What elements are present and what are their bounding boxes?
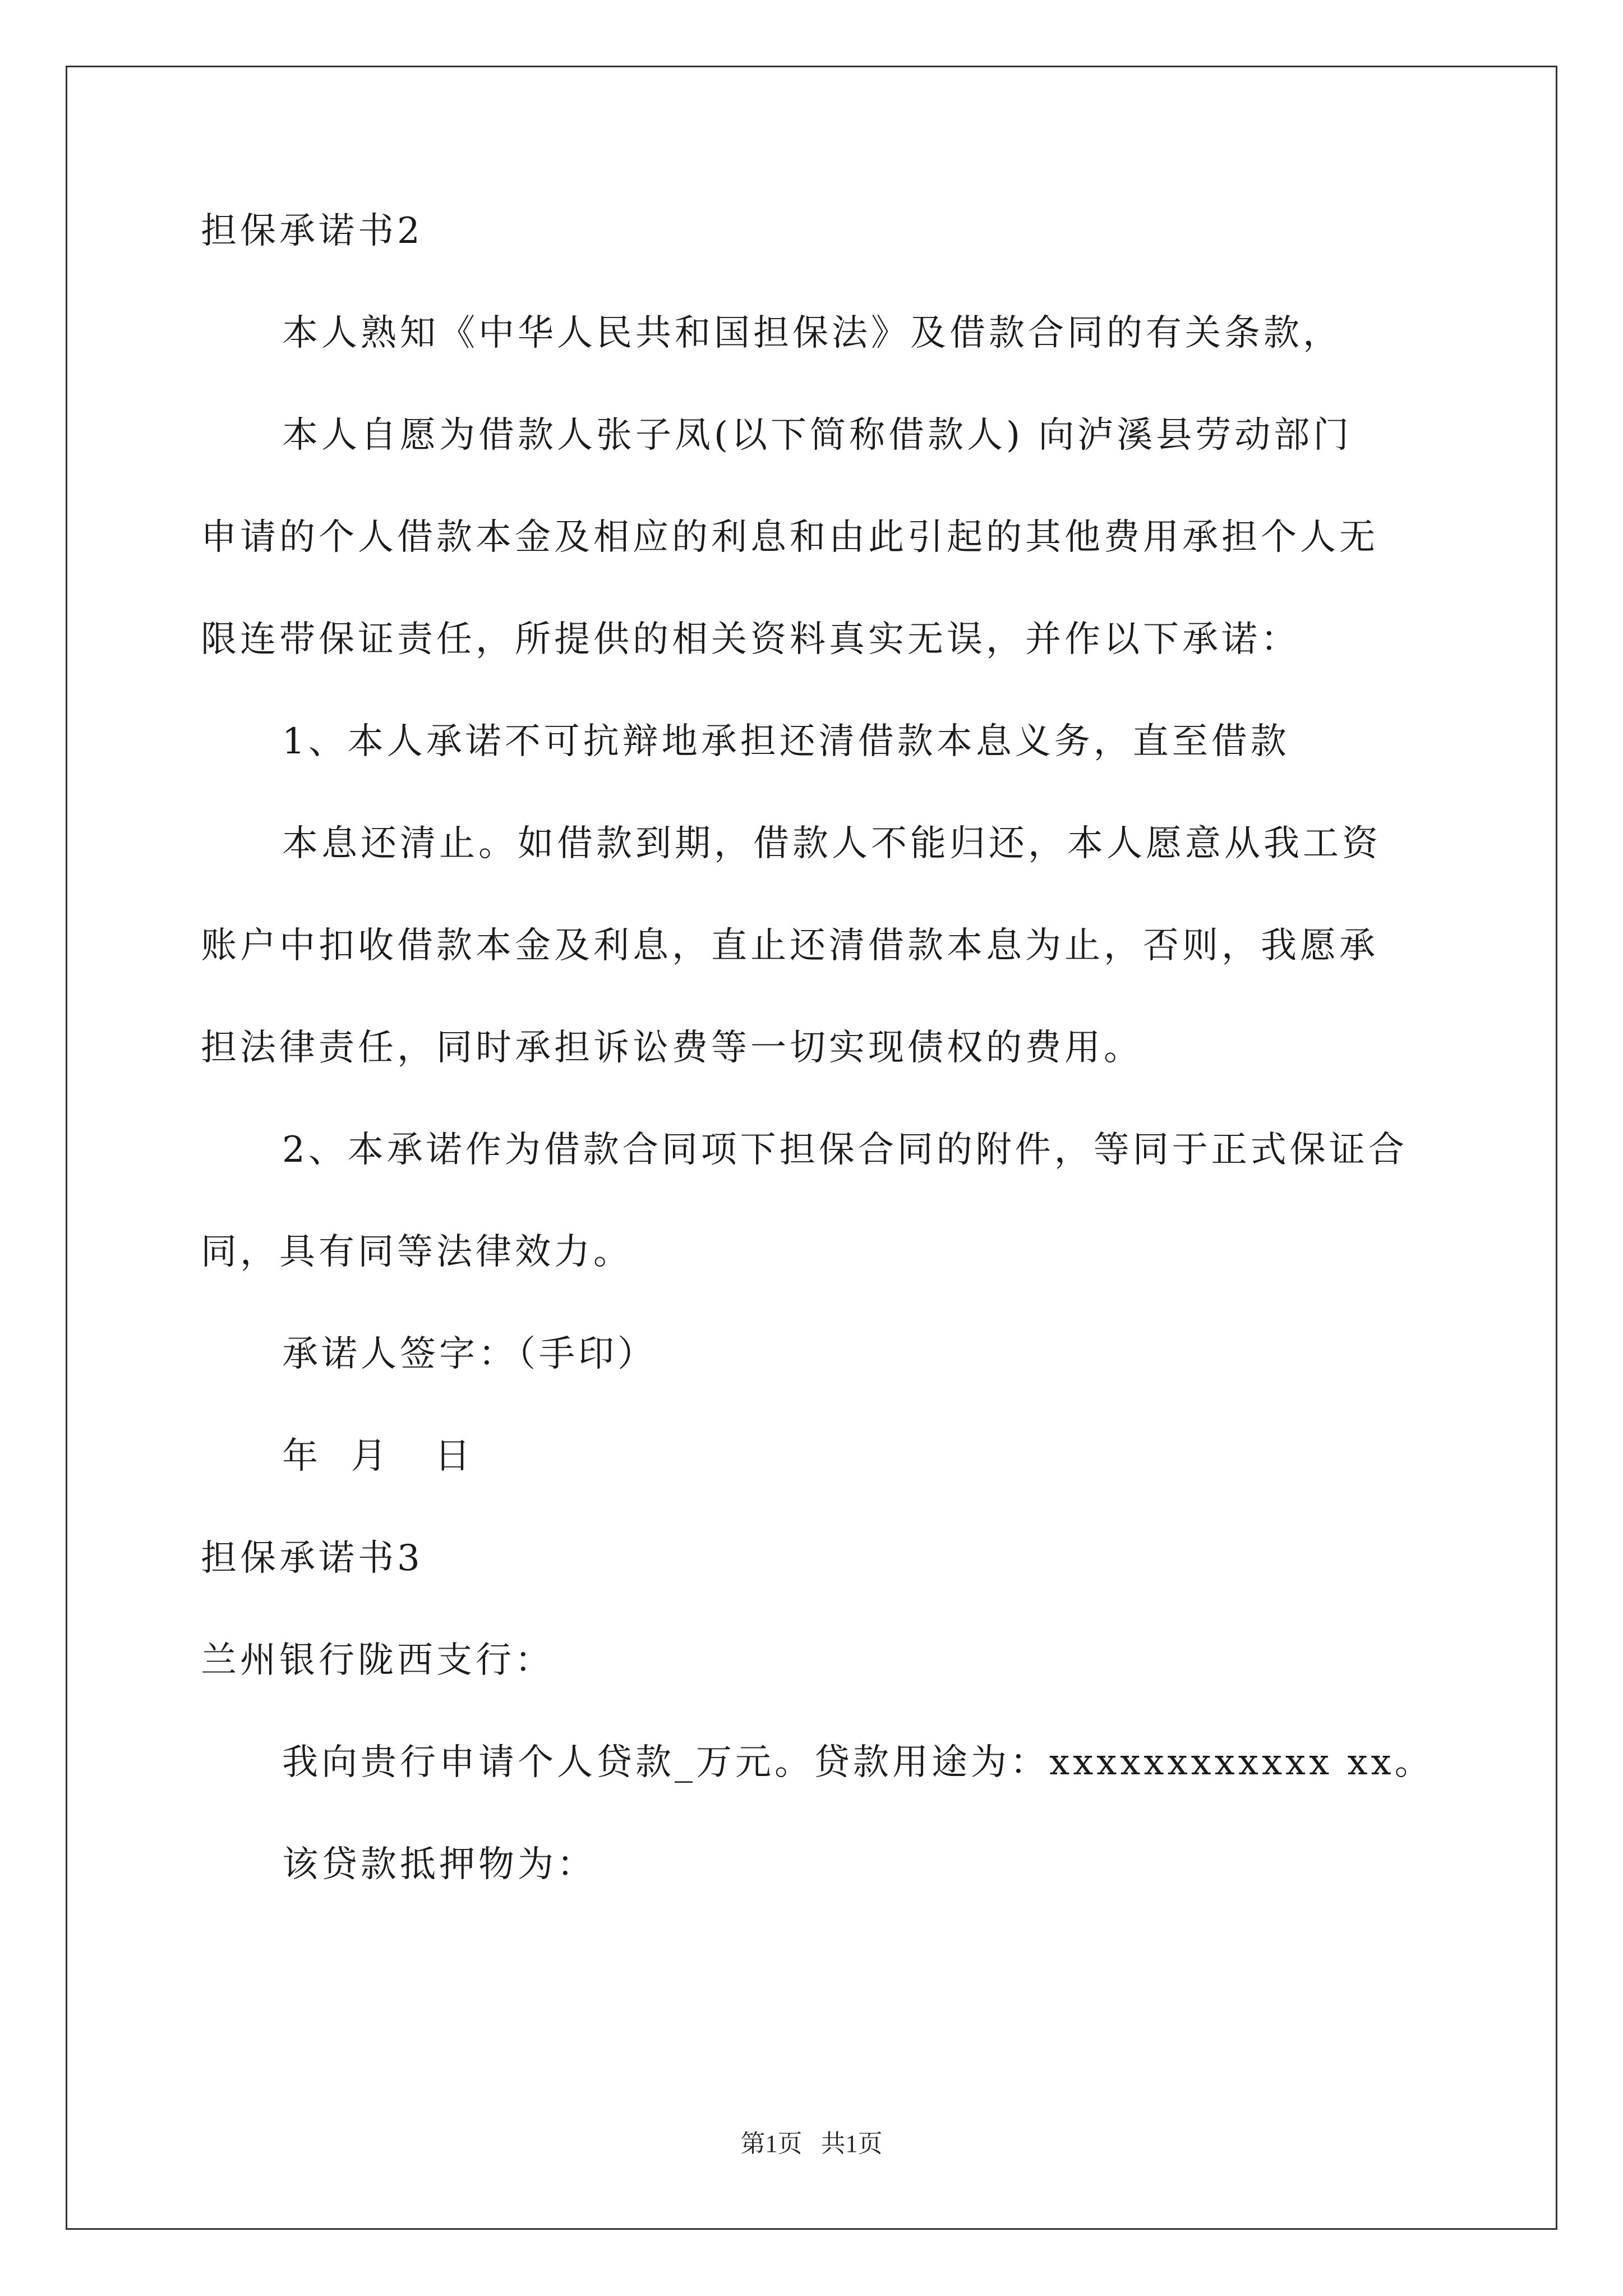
paragraph-line: 我向贵行申请个人贷款_万元。贷款用途为：xxxxxxxxxxxx xx。	[282, 1742, 1434, 1783]
paragraph-line: 本人自愿为借款人张子凤(以下简称借款人) 向泸溪县劳动部门	[282, 415, 1353, 456]
document-body	[201, 210, 1435, 1949]
addressee-line: 兰州银行陇西支行：	[201, 1640, 554, 1681]
clause-2-line: 2、本承诺作为借款合同项下担保合同的附件，等同于正式保证合	[282, 1129, 1408, 1171]
paragraph-line: 该贷款抵押物为：	[282, 1844, 596, 1885]
clause-1-line: 担法律责任，同时承担诉讼费等一切实现债权的费用。	[201, 1027, 1143, 1069]
paragraph-line: 限连带保证责任，所提供的相关资料真实无误，并作以下承诺：	[201, 619, 1300, 660]
signature-line: 承诺人签字：（手印）	[282, 1333, 657, 1375]
heading-guarantee-3: 担保承诺书3	[201, 1538, 423, 1579]
clause-2-line: 同，具有同等法律效力。	[201, 1231, 633, 1273]
paragraph-line: 本人熟知《中华人民共和国担保法》及借款合同的有关条款，	[282, 312, 1342, 354]
clause-1-line: 1、本人承诺不可抗辩地承担还清借款本息义务，直至借款	[282, 721, 1290, 762]
clause-1-line: 账户中扣收借款本金及利息，直止还清借款本息为止，否则，我愿承	[201, 925, 1378, 967]
clause-1-line: 本息还清止。如借款到期，借款人不能归还，本人愿意从我工资	[282, 823, 1381, 864]
date-line: 年 月 日	[282, 1435, 474, 1477]
paragraph-line: 申请的个人借款本金及相应的利息和由此引起的其他费用承担个人无	[201, 517, 1378, 558]
page-number-footer: 第1页 共1页	[740, 2130, 883, 2157]
heading-guarantee-2: 担保承诺书2	[201, 210, 423, 252]
